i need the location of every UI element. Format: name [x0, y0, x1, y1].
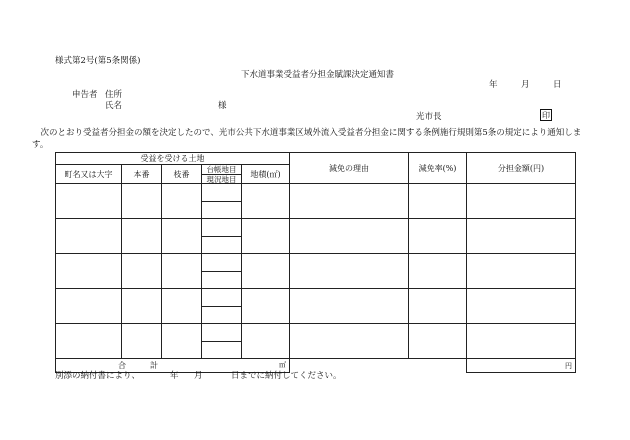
cell-main-number[interactable]	[122, 184, 162, 219]
land-group-header: 受益を受ける土地	[56, 153, 290, 165]
header-current-status: 現況地目	[206, 175, 237, 184]
date-day: 日	[553, 80, 562, 90]
name-label: 氏名	[105, 101, 123, 111]
cell-land-category[interactable]	[202, 254, 242, 289]
total-amount[interactable]	[467, 359, 576, 373]
header-area: 地積(㎡)	[242, 165, 290, 184]
cell-branch-number[interactable]	[162, 184, 202, 219]
header-main-number: 本番	[122, 165, 162, 184]
cell-main-number[interactable]	[122, 324, 162, 359]
cell-area[interactable]	[242, 219, 290, 254]
header-land-category	[202, 165, 242, 184]
cell-reason[interactable]	[290, 219, 409, 254]
cell-area[interactable]	[242, 289, 290, 324]
cell-reason[interactable]	[290, 289, 409, 324]
cell-rate[interactable]	[409, 289, 467, 324]
document-title: 下水道事業受益者分担金賦課決定通知書	[241, 70, 395, 80]
cell-area[interactable]	[242, 254, 290, 289]
header-amount: 分担金額(円)	[467, 153, 576, 184]
cell-branch-number[interactable]	[162, 324, 202, 359]
cell-rate[interactable]	[409, 254, 467, 289]
notice-text: 次のとおり受益者分担金の額を決定したので、光市公共下水道事業区域外流入受益者分担金に関する条例施行規則第5条の規定により通知します。	[32, 128, 582, 150]
cell-town[interactable]	[56, 324, 122, 359]
header-land-register: 台帳地目	[202, 165, 241, 175]
cell-rate[interactable]	[409, 184, 467, 219]
cell-amount[interactable]	[467, 324, 576, 359]
table-row	[56, 184, 576, 219]
date-month: 月	[521, 80, 530, 90]
date-year: 年	[489, 80, 498, 90]
cell-land-category[interactable]	[202, 184, 242, 219]
footer-text-1: 別添の納付書により、	[55, 371, 141, 381]
cell-land-category[interactable]	[202, 219, 242, 254]
cell-rate[interactable]	[409, 324, 467, 359]
table-row	[56, 324, 576, 359]
cell-branch-number[interactable]	[162, 289, 202, 324]
table-row	[56, 219, 576, 254]
footer-year: 年	[170, 371, 179, 381]
seal-box: 印	[542, 111, 550, 120]
cell-amount[interactable]	[467, 184, 576, 219]
header-rate: 減免率(%)	[409, 153, 467, 184]
header-branch-number: 枝番	[162, 165, 202, 184]
total-label: 合 計	[118, 361, 158, 370]
cell-main-number[interactable]	[122, 254, 162, 289]
area-unit: ㎡	[279, 361, 286, 369]
honorific: 様	[218, 101, 227, 111]
footer-text-2: 日までに納付してください。	[231, 371, 342, 381]
cell-reason[interactable]	[290, 184, 409, 219]
cell-amount[interactable]	[467, 289, 576, 324]
cell-town[interactable]	[56, 254, 122, 289]
form-number: 様式第2号(第5条関係)	[55, 56, 141, 66]
cell-land-category[interactable]	[202, 289, 242, 324]
cell-reason[interactable]	[290, 324, 409, 359]
footer-month: 月	[194, 371, 203, 381]
yen-unit: 円	[565, 361, 572, 370]
table-row	[56, 254, 576, 289]
cell-main-number[interactable]	[122, 219, 162, 254]
cell-branch-number[interactable]	[162, 254, 202, 289]
cell-reason[interactable]	[290, 254, 409, 289]
issuer-title: 光市長	[416, 112, 442, 122]
cell-rate[interactable]	[409, 219, 467, 254]
cell-area[interactable]	[242, 324, 290, 359]
cell-amount[interactable]	[467, 219, 576, 254]
cell-town[interactable]	[56, 289, 122, 324]
cell-main-number[interactable]	[122, 289, 162, 324]
assessment-table	[55, 152, 576, 373]
header-town: 町名又は大字	[56, 165, 122, 184]
cell-amount[interactable]	[467, 254, 576, 289]
address-label: 住所	[105, 90, 123, 100]
table-row	[56, 289, 576, 324]
cell-town[interactable]	[56, 219, 122, 254]
cell-area[interactable]	[242, 184, 290, 219]
cell-branch-number[interactable]	[162, 219, 202, 254]
header-reason: 減免の理由	[290, 153, 409, 184]
cell-land-category[interactable]	[202, 324, 242, 359]
cell-town[interactable]	[56, 184, 122, 219]
applicant-label: 申告者	[72, 90, 98, 100]
